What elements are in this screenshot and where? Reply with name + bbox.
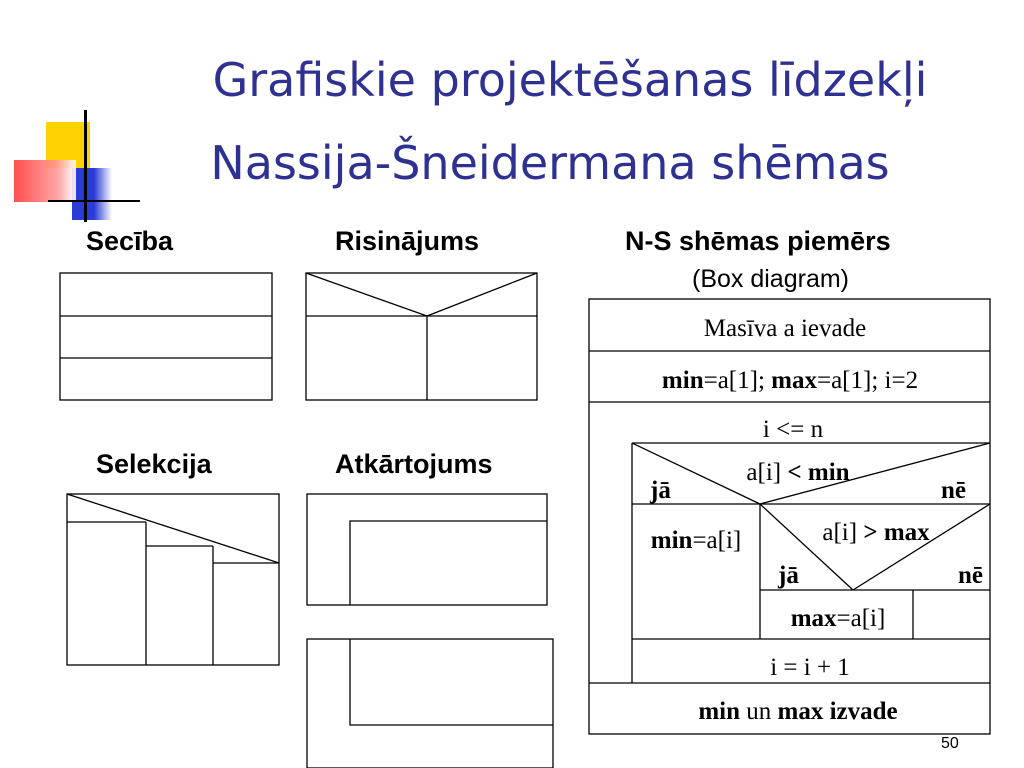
- slide-title-line2: Nassija-Šneidermana shēmas: [210, 136, 890, 190]
- label-decision: Risinājums: [335, 226, 480, 256]
- label-example-subtitle: (Box diagram): [692, 265, 849, 293]
- slide-title-line1: Grafiskie projektēšanas līdzekļi: [212, 53, 928, 107]
- ns-yes-1: jā: [650, 477, 671, 504]
- ns-loop-condition: i <= n: [762, 416, 824, 443]
- ns-no-1: nē: [941, 477, 966, 504]
- sequence-diagram: [60, 273, 272, 400]
- label-sequence: Secība: [86, 226, 174, 256]
- page-number: 50: [941, 735, 959, 752]
- ns-texts: [649, 315, 983, 725]
- label-example-title: N-S shēmas piemērs: [625, 226, 891, 256]
- ns-increment: i = i + 1: [770, 654, 850, 681]
- ns-assign-min: min=a[i]: [650, 527, 742, 554]
- ns-output: min un max izvade: [698, 698, 898, 725]
- ns-condition-1: a[i] < min: [746, 459, 850, 486]
- loop-pretest-diagram: [307, 494, 547, 605]
- selection-diagram: [67, 494, 279, 665]
- label-loop: Atkārtojums: [335, 449, 493, 479]
- ns-init: min=a[1]; max=a[1]; i=2: [661, 367, 919, 394]
- ns-assign-max: max=a[i]: [790, 605, 886, 632]
- loop-posttest-diagram: [307, 639, 553, 768]
- label-selection: Selekcija: [96, 449, 212, 479]
- ns-input-array: Masīva a ievade: [703, 315, 867, 342]
- ns-no-2: nē: [958, 562, 983, 589]
- ns-condition-2: a[i] > max: [822, 519, 930, 546]
- decision-diagram: [306, 273, 537, 400]
- ns-yes-2: jā: [778, 562, 799, 589]
